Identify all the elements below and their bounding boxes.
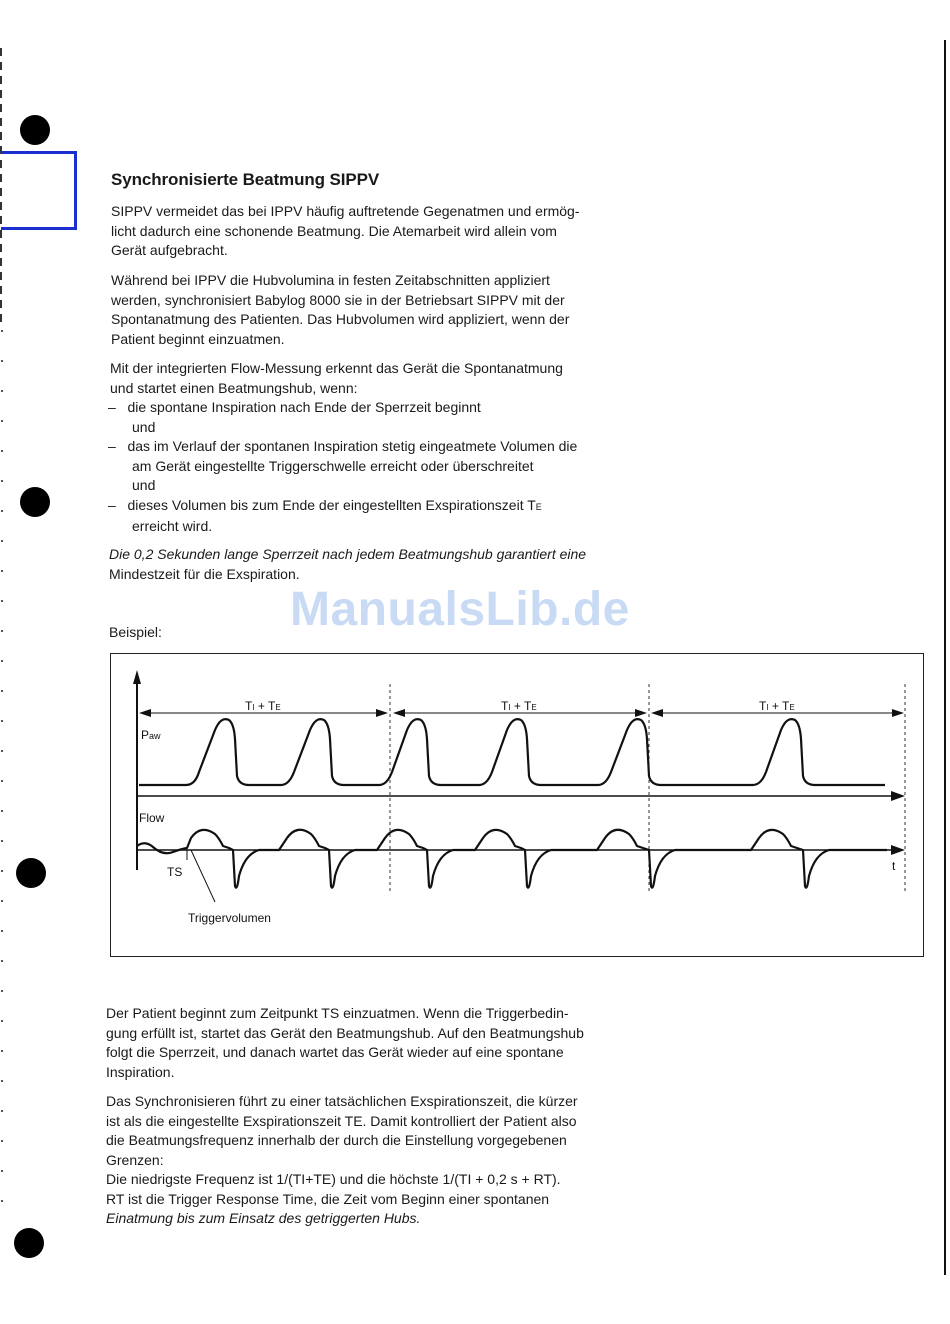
condition-list: [108, 398, 577, 537]
paw-waveform: [139, 719, 885, 785]
text-line: Während bei IPPV die Hubvolumina in festen Zeitabschnitten appliziert: [111, 272, 550, 288]
text-line: Mindestzeit für die Exspiration.: [109, 565, 300, 582]
subscript: E: [535, 501, 542, 512]
text-line: die Beatmungsfrequenz innerhalb der durch die Einstellung vorgegebenen: [106, 1132, 567, 1148]
text-line: Inspiration.: [106, 1063, 175, 1080]
text-line: und startet einen Beatmungshub, wenn:: [110, 379, 358, 396]
text-line: Einatmung bis zum Einsatz des getriggerten Hubs.: [106, 1210, 421, 1226]
text-line: Die niedrigste Frequenz ist 1/(TI+TE) und die höchste 1/(TI + 0,2 s + RT).: [106, 1171, 561, 1187]
paw-label: Paw: [141, 728, 161, 742]
list-dash: –: [108, 496, 116, 513]
text-line: werden, synchronisiert Babylog 8000 sie in der Betriebsart SIPPV mit der: [111, 291, 565, 308]
text-line: RT ist die Trigger Response Time, die Zeit vom Beginn einer spontanen: [106, 1190, 550, 1207]
list-item: [108, 398, 577, 418]
text-line: Grenzen:: [106, 1151, 164, 1168]
interval-label: TI + TE: [501, 699, 537, 713]
punch-hole-2: [20, 487, 50, 517]
punch-hole-1: [20, 115, 50, 145]
blue-marker-frame: [1, 151, 77, 230]
text-line: folgt die Sperrzeit, und danach wartet das Gerät wieder auf eine spontane: [106, 1044, 564, 1060]
list-connector: und: [132, 477, 156, 493]
paw-time-axis-arrow: [891, 791, 905, 801]
watermark: ManualsLib.de: [290, 583, 630, 636]
flow-label: Flow: [139, 811, 165, 825]
section-heading: Synchronisierte Beatmung SIPPV: [111, 170, 380, 189]
paragraph-4: [109, 545, 586, 584]
list-item-text: am Gerät eingestellte Triggerschwelle erreicht oder überschreitet: [132, 457, 534, 474]
text-line: Die 0,2 Sekunden lange Sperrzeit nach jedem Beatmungshub garantiert eine: [109, 546, 587, 562]
paragraph-6: [106, 1092, 578, 1229]
punch-hole-3: [16, 858, 46, 888]
trigger-volume-label: Triggervolumen: [188, 911, 271, 925]
page-edge-dots: [1, 330, 3, 1230]
list-item-text: erreicht wird.: [132, 518, 213, 534]
page-right-edge: [944, 40, 946, 1275]
flow-time-axis-arrow: [891, 845, 905, 855]
text-line: Der Patient beginnt zum Zeitpunkt TS einzuatmen. Wenn die Triggerbedin-: [106, 1005, 569, 1021]
text-line: Patient beginnt einzuatmen.: [111, 330, 285, 347]
paragraph-5: [106, 1004, 584, 1082]
text-line: Spontanatmung des Patienten. Das Hubvolumen wird appliziert, wenn der: [111, 311, 570, 327]
list-item: [108, 496, 577, 518]
sippv-diagram-svg: [111, 654, 925, 958]
interval-label: TI + TE: [759, 699, 795, 713]
text-line: Gerät aufgebracht.: [111, 242, 228, 258]
list-dash: –: [108, 438, 116, 454]
text-line: licht dadurch eine schonende Beatmung. Die Atemarbeit wird allein vom: [111, 222, 557, 239]
list-item-text: dieses Volumen bis zum Ende der eingestellten Exspirationszeit T: [127, 496, 536, 513]
list-item-text: die spontane Inspiration nach Ende der Sperrzeit beginnt: [127, 399, 481, 415]
list-item: [108, 437, 577, 457]
time-label: t: [892, 859, 896, 873]
paragraph-1: [111, 202, 580, 261]
text-line: gung erfüllt ist, startet das Gerät den Beatmungshub. Auf den Beatmungshub: [106, 1024, 584, 1041]
punch-hole-4: [14, 1228, 44, 1258]
list-connector: und: [132, 418, 156, 435]
text-line: SIPPV vermeidet das bei IPPV häufig auftretende Gegenatmen und ermög-: [111, 203, 580, 219]
paragraph-2: [111, 271, 569, 349]
example-label: Beispiel:: [109, 624, 162, 640]
sippv-diagram: [110, 653, 924, 957]
y-axis-arrow: [133, 670, 141, 684]
text-line: Das Synchronisieren führt zu einer tatsächlichen Exspirationszeit, die kürzer: [106, 1093, 578, 1109]
flow-waveform: [137, 830, 887, 888]
interval-label: TI + TE: [245, 699, 281, 713]
ts-label: TS: [167, 865, 183, 879]
text-line: Mit der integrierten Flow-Messung erkennt das Gerät die Spontanatmung: [110, 360, 563, 376]
list-item-text: das im Verlauf der spontanen Inspiration stetig eingeatmete Volumen die: [127, 438, 578, 454]
text-line: ist als die eingestellte Exspirationszeit TE. Damit kontrolliert der Patient also: [106, 1112, 577, 1129]
trigger-pointer: [191, 850, 215, 902]
list-dash: –: [108, 399, 116, 415]
paragraph-3: [110, 359, 563, 398]
